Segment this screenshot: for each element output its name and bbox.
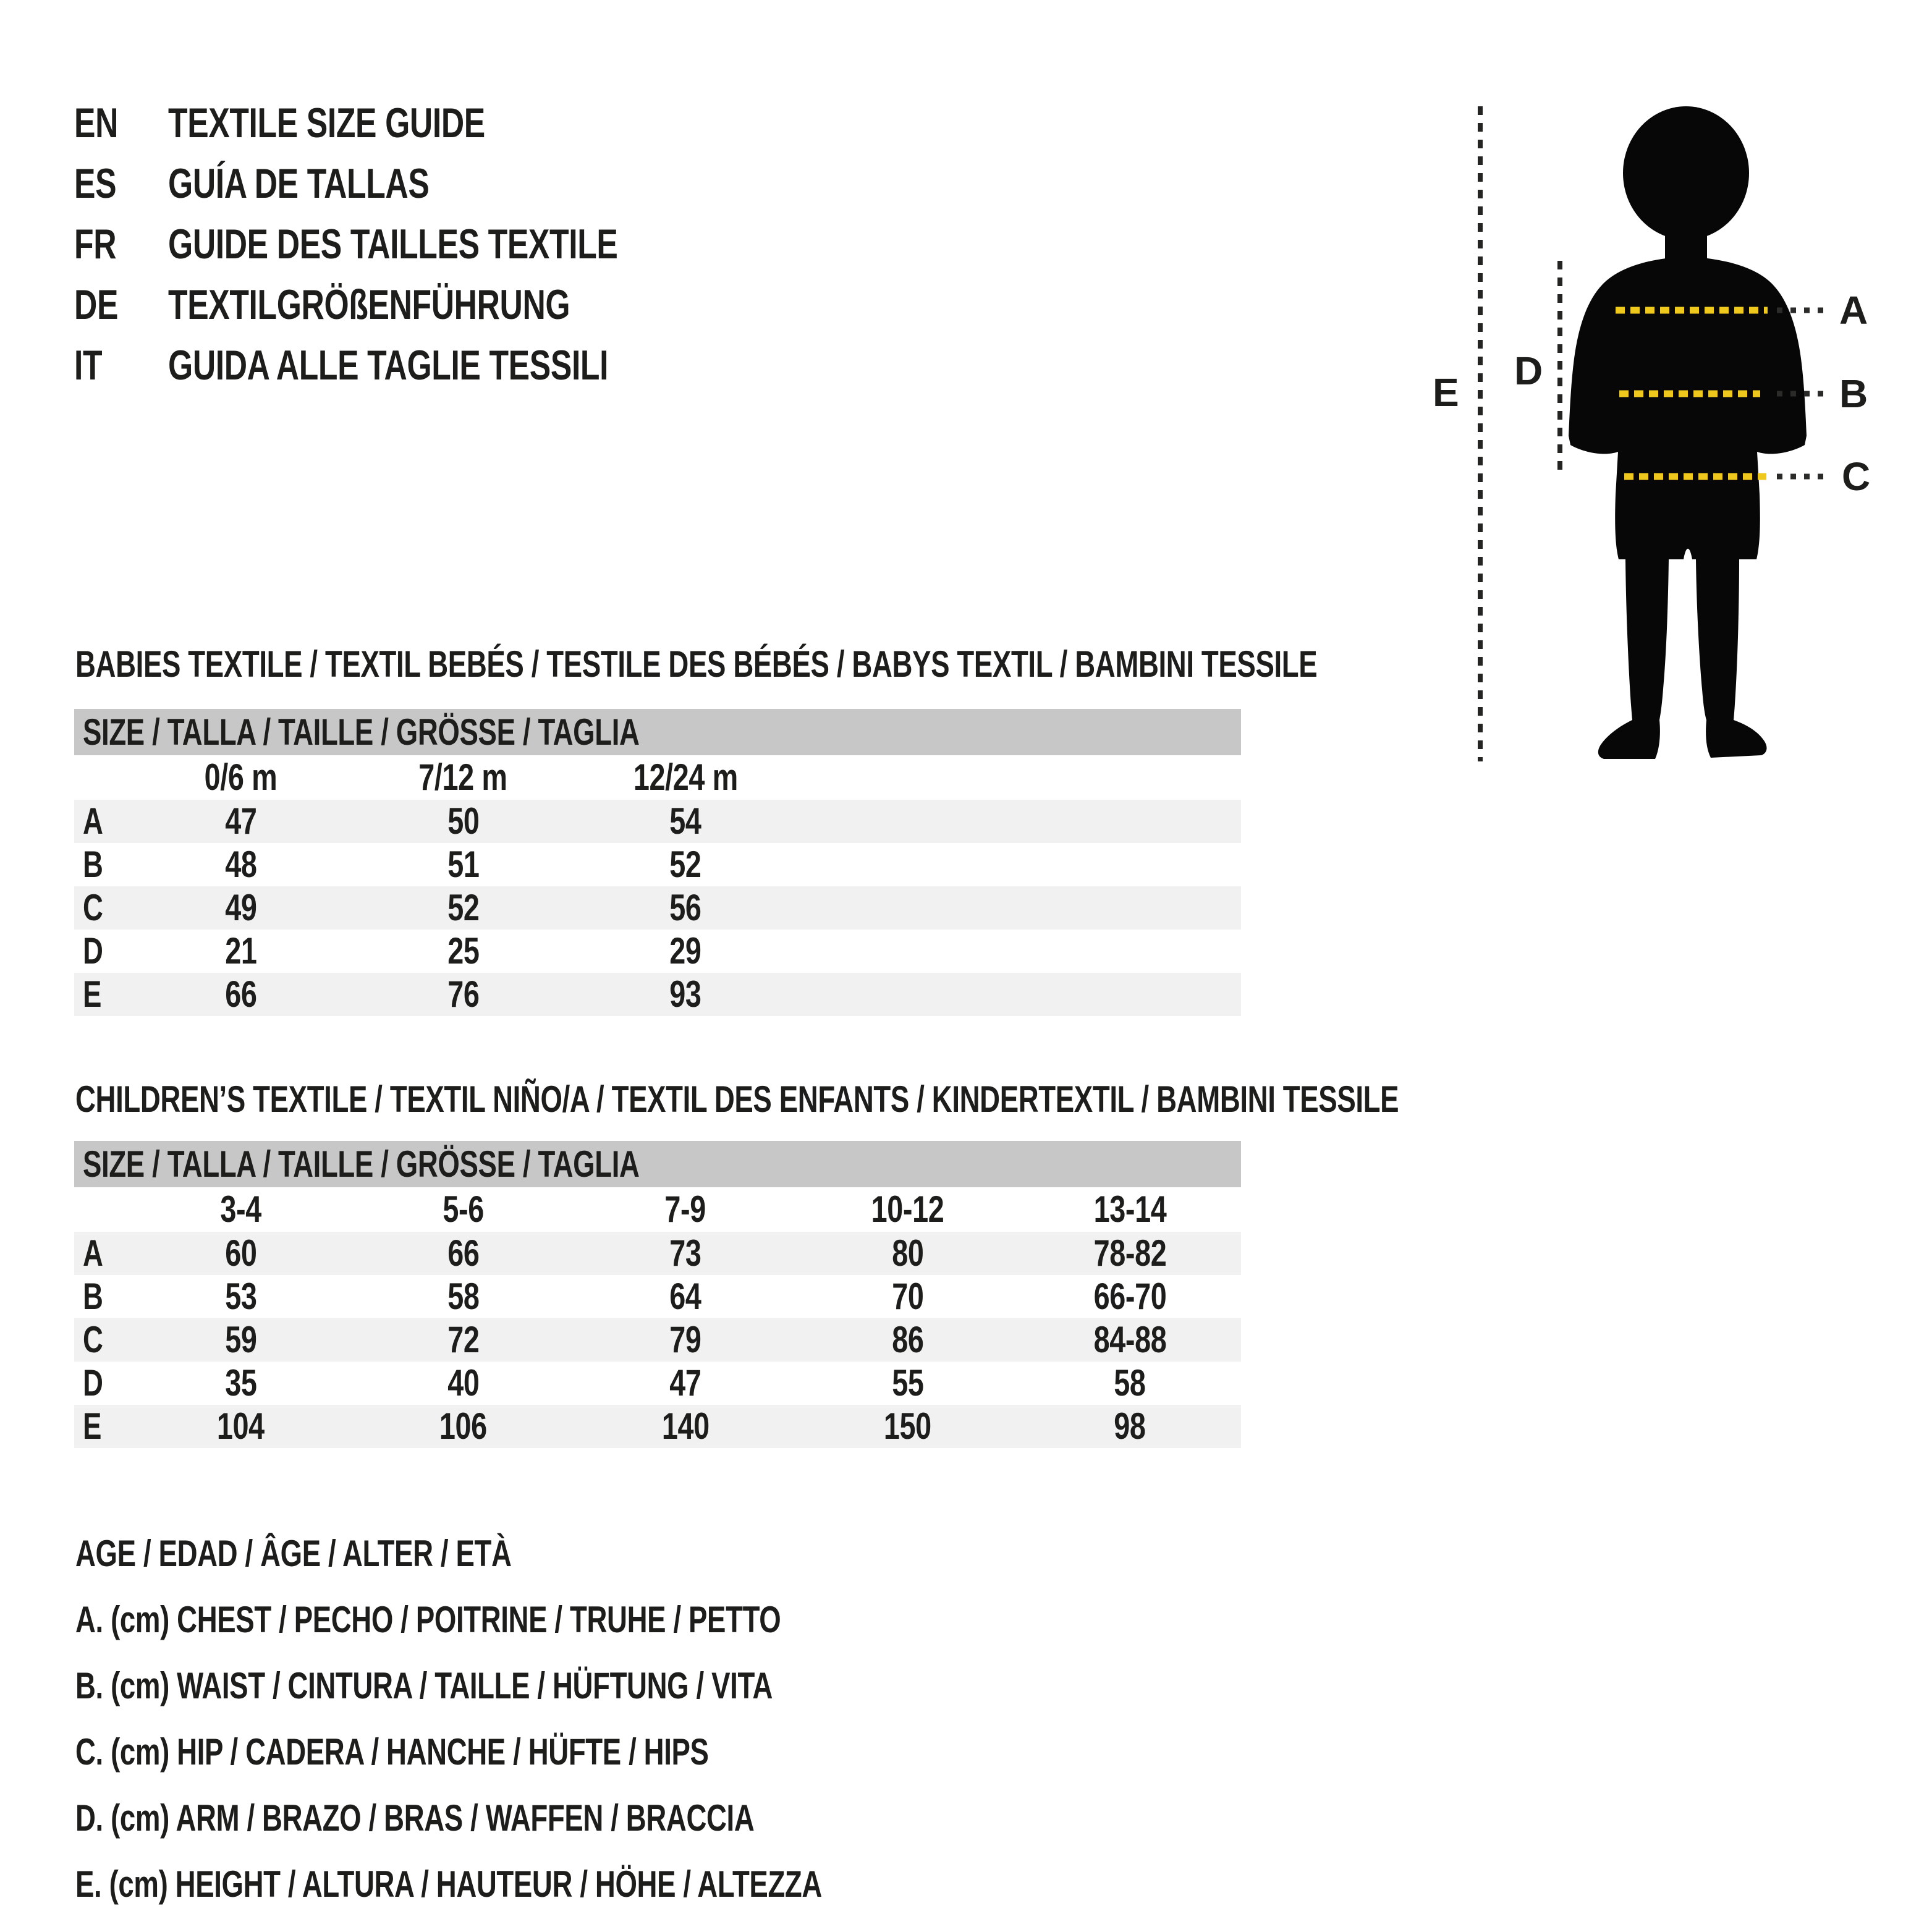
table-cell: 60: [225, 1232, 257, 1274]
table-row: [74, 843, 1241, 886]
measurement-figure: [1421, 99, 1891, 791]
table-cell: 59: [225, 1319, 257, 1360]
table-cell: 106: [439, 1405, 487, 1447]
table-cell: 66-70: [1093, 1276, 1167, 1317]
table-cell: 66: [225, 973, 257, 1015]
row-label: D: [83, 1362, 103, 1404]
children-size-table: [74, 1141, 1241, 1448]
legend-line-waist: [75, 1666, 993, 1706]
children-heading-text: CHILDREN’S TEXTILE / TEXTIL NIÑO/A / TEXTIL DES ENFANTS / KINDERTEXTIL / BAMBINI TESSILE: [75, 1078, 1399, 1120]
figure-label-b: B: [1839, 371, 1868, 416]
legend-line-age: [75, 1533, 649, 1574]
legend-line-hip: [75, 1732, 909, 1773]
table-cell: [1019, 800, 1241, 843]
row-label: A: [83, 800, 103, 842]
size-header-text: SIZE / TALLA / TAILLE / GRÖSSE / TAGLIA: [83, 1143, 640, 1185]
table-cell: 66: [447, 1232, 480, 1274]
table-cell: 72: [447, 1319, 480, 1360]
legend-text: B. (cm) WAIST / CINTURA / TAILLE / HÜFTUNG / VITA: [75, 1665, 773, 1706]
children-column-header-row: [74, 1187, 1241, 1232]
legend-line-chest: [75, 1599, 1004, 1640]
legend-line-arm: [75, 1798, 968, 1839]
legend-text: AGE / EDAD / ÂGE / ALTER / ETÀ: [75, 1533, 512, 1574]
table-cell: [1019, 886, 1241, 930]
column-header: 13-14: [1093, 1188, 1167, 1230]
table-cell: [797, 800, 1019, 843]
table-cell: 52: [447, 887, 480, 928]
table-cell: 51: [447, 844, 480, 885]
table-cell: 54: [669, 800, 701, 842]
corner-cell: [74, 755, 130, 800]
figure-label-d: D: [1514, 349, 1543, 393]
silhouette-neck: [1665, 216, 1707, 263]
table-cell: [1019, 930, 1241, 973]
babies-column-header-row: [74, 755, 1241, 800]
table-row: [74, 930, 1241, 973]
babies-size-header-bar: [74, 709, 1241, 755]
figure-label-c: C: [1842, 454, 1871, 499]
column-header: 3-4: [220, 1188, 262, 1230]
babies-heading-text: BABIES TEXTILE / TEXTIL BEBÉS / TESTILE DES BÉBÉS / BABYS TEXTIL / BAMBINI TESSILE: [75, 643, 1318, 685]
figure-label-e: E: [1433, 370, 1459, 415]
row-label: C: [83, 887, 103, 928]
lang-title: GUIDE DES TAILLES TEXTILE: [168, 221, 618, 268]
table-cell: 73: [669, 1232, 701, 1274]
table-row: [74, 1318, 1241, 1362]
children-section-heading: [75, 1080, 1816, 1119]
row-label: B: [83, 844, 103, 885]
row-label: B: [83, 1276, 103, 1317]
silhouette-left-leg: [1625, 559, 1669, 720]
table-cell: 47: [225, 800, 257, 842]
table-cell: 98: [1114, 1405, 1146, 1447]
column-header: 7-9: [664, 1188, 706, 1230]
legend-text: C. (cm) HIP / CADERA / HANCHE / HÜFTE / HIPS: [75, 1731, 709, 1773]
table-cell: 70: [891, 1276, 924, 1317]
legend-text: A. (cm) CHEST / PECHO / POITRINE / TRUHE / PETTO: [75, 1599, 781, 1640]
lang-title: TEXTILGRÖßENFÜHRUNG: [168, 281, 570, 328]
table-cell: 104: [217, 1405, 265, 1447]
table-cell: 47: [669, 1362, 701, 1404]
table-cell: 80: [891, 1232, 924, 1274]
table-row: [74, 800, 1241, 843]
table-cell: 79: [669, 1319, 701, 1360]
table-cell: 50: [447, 800, 480, 842]
size-header-text: SIZE / TALLA / TAILLE / GRÖSSE / TAGLIA: [83, 711, 640, 753]
table-cell: 21: [225, 930, 257, 972]
table-cell: 48: [225, 844, 257, 885]
lang-title: TEXTILE SIZE GUIDE: [168, 100, 485, 146]
figure-label-a: A: [1839, 288, 1868, 333]
column-header: [797, 755, 1019, 800]
table-row: [74, 973, 1241, 1016]
table-cell: [797, 930, 1019, 973]
babies-size-table: [74, 709, 1241, 1016]
silhouette-right-shoe: [1706, 720, 1766, 758]
row-label: E: [83, 1405, 102, 1447]
table-cell: 25: [447, 930, 480, 972]
column-header: [1019, 755, 1241, 800]
lang-title: GUIDA ALLE TAGLIE TESSILI: [168, 342, 609, 389]
lang-title: GUÍA DE TALLAS: [168, 160, 430, 207]
table-cell: [797, 886, 1019, 930]
column-header: 0/6 m: [204, 756, 278, 798]
table-cell: [797, 843, 1019, 886]
table-row: [74, 1405, 1241, 1448]
lang-code: DE: [74, 281, 119, 328]
silhouette-torso: [1569, 256, 1807, 559]
table-cell: 64: [669, 1276, 701, 1317]
table-cell: 150: [884, 1405, 932, 1447]
table-row: [74, 1275, 1241, 1318]
table-cell: 52: [669, 844, 701, 885]
column-header: 10-12: [871, 1188, 944, 1230]
table-cell: 49: [225, 887, 257, 928]
babies-section-heading: [75, 645, 1710, 684]
child-silhouette-diagram: [1421, 99, 1891, 791]
row-label: E: [83, 973, 102, 1015]
legend-line-height: [75, 1864, 1057, 1905]
table-cell: 84-88: [1093, 1319, 1167, 1360]
row-label: D: [83, 930, 103, 972]
table-row: [74, 1362, 1241, 1405]
table-cell: 56: [669, 887, 701, 928]
table-cell: 76: [447, 973, 480, 1015]
row-label: A: [83, 1232, 103, 1274]
table-cell: 86: [891, 1319, 924, 1360]
legend-text: E. (cm) HEIGHT / ALTURA / HAUTEUR / HÖHE / ALTEZZA: [75, 1863, 822, 1905]
lang-code: IT: [74, 342, 103, 389]
table-cell: 93: [669, 973, 701, 1015]
table-cell: 58: [1114, 1362, 1146, 1404]
children-size-header-bar: [74, 1141, 1241, 1187]
table-cell: 78-82: [1093, 1232, 1167, 1274]
table-cell: [1019, 843, 1241, 886]
legend-text: D. (cm) ARM / BRAZO / BRAS / WAFFEN / BRACCIA: [75, 1797, 755, 1839]
lang-code: EN: [74, 100, 119, 146]
table-cell: 40: [447, 1362, 480, 1404]
table-cell: 29: [669, 930, 701, 972]
silhouette-left-shoe: [1598, 720, 1660, 759]
table-row: [74, 1232, 1241, 1275]
table-cell: [1019, 973, 1241, 1016]
table-cell: 140: [661, 1405, 710, 1447]
row-label: C: [83, 1319, 103, 1360]
lang-code: FR: [74, 221, 117, 268]
table-cell: 55: [891, 1362, 924, 1404]
column-header: 7/12 m: [418, 756, 508, 798]
lang-code: ES: [74, 160, 117, 207]
corner-cell: [74, 1187, 130, 1232]
column-header: 5-6: [443, 1188, 484, 1230]
silhouette-right-leg: [1696, 559, 1739, 720]
table-row: [74, 886, 1241, 930]
column-header: 12/24 m: [633, 756, 738, 798]
table-cell: 35: [225, 1362, 257, 1404]
table-cell: [797, 973, 1019, 1016]
table-cell: 53: [225, 1276, 257, 1317]
table-cell: 58: [447, 1276, 480, 1317]
